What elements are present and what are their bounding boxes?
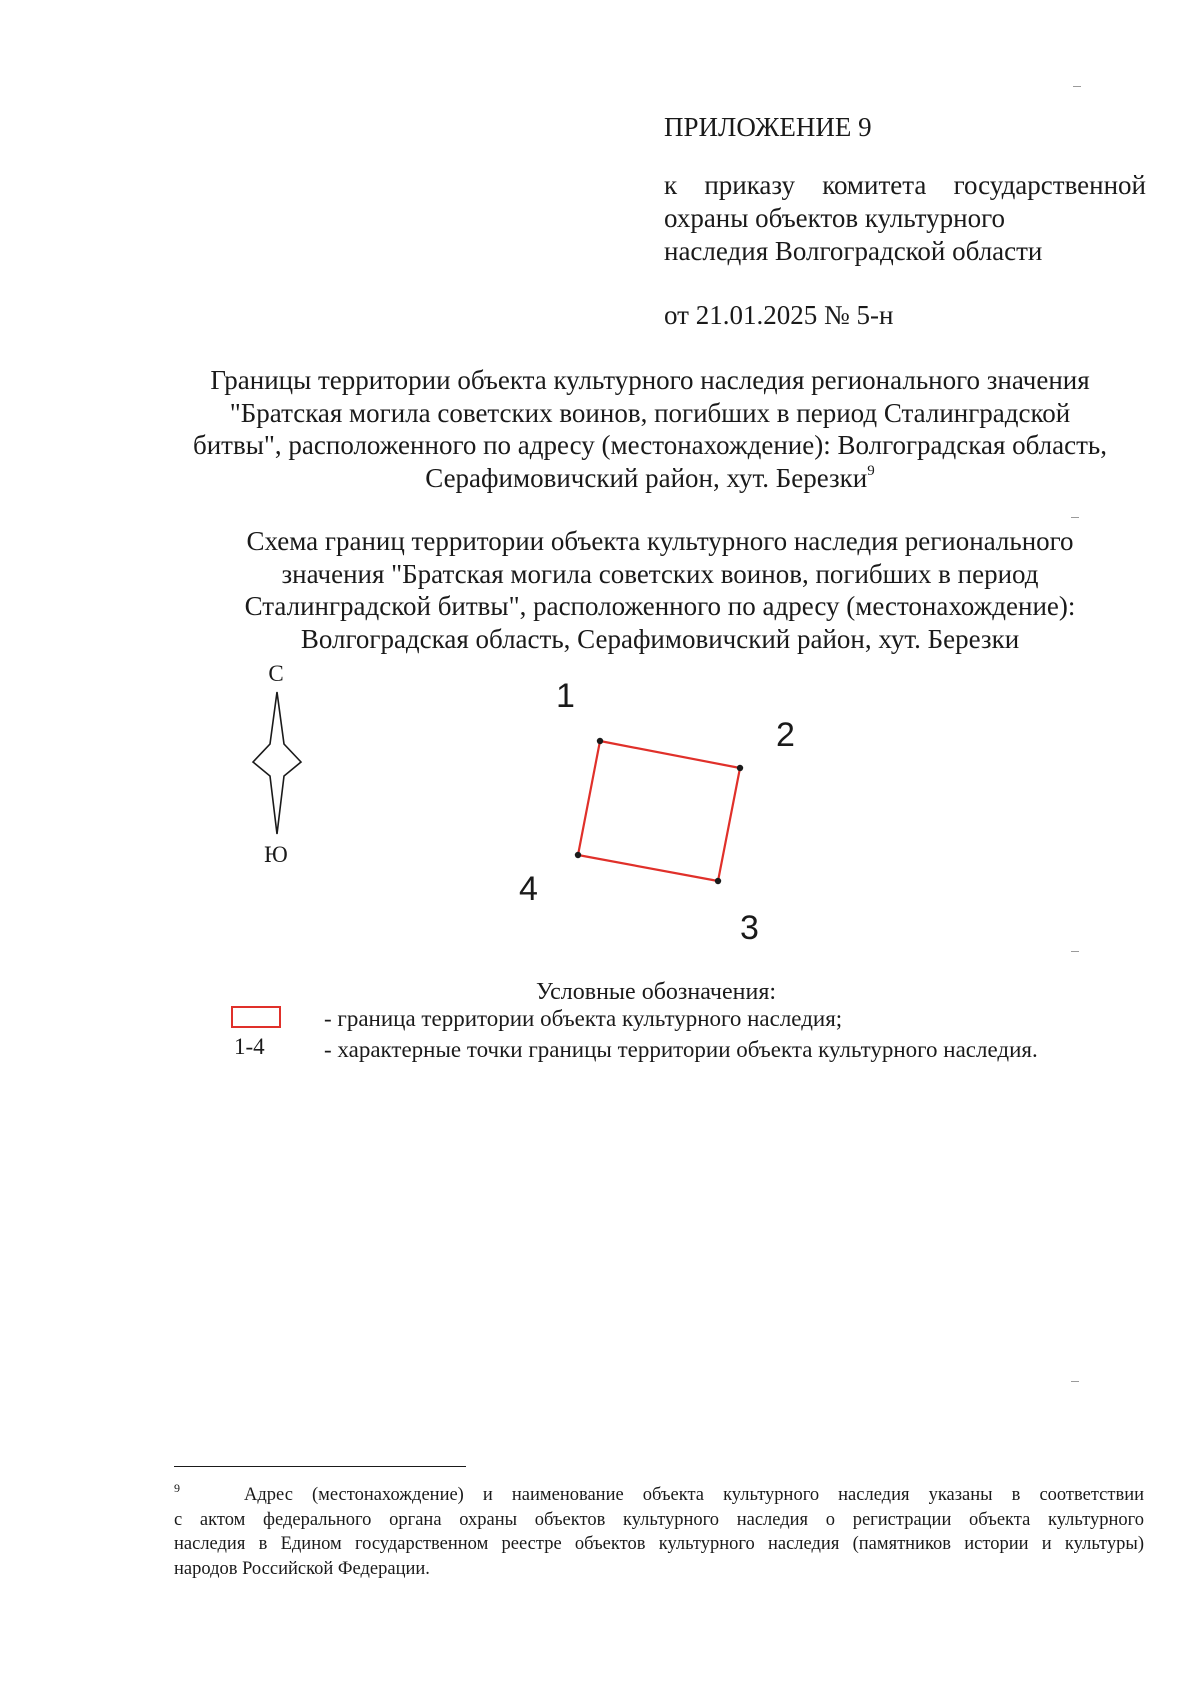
appendix-title: ПРИЛОЖЕНИЕ 9 bbox=[664, 112, 872, 142]
compass-star-icon bbox=[253, 692, 301, 834]
legend-title: Условные обозначения: bbox=[536, 979, 777, 1005]
footnote-mark-wrap bbox=[174, 1483, 244, 1508]
scheme-title-line: Сталинградской битвы", расположенного по адресу (местонахождение): bbox=[244, 591, 1076, 621]
boundaries-title-line: "Братская могила советских воинов, погибших в период Сталинградской bbox=[229, 397, 1071, 428]
legend-boundary-swatch bbox=[231, 1006, 281, 1028]
compass-south-label: Ю bbox=[264, 842, 288, 867]
point-label-2: 2 bbox=[776, 716, 795, 754]
territory-boundary[interactable] bbox=[578, 741, 740, 881]
footnote-mark: 9 bbox=[174, 1481, 180, 1495]
scheme-title-line: Волгоградская область, Серафимовичский район, хут. Березки bbox=[300, 623, 1020, 654]
footnote-line: народов Российской Федерации. bbox=[174, 1558, 430, 1579]
scan-speck bbox=[1071, 1381, 1079, 1382]
compass-north-label: С bbox=[268, 661, 284, 686]
scheme-title-line: значения "Братская могила советских воинов, погибших в период bbox=[281, 558, 1039, 589]
footnote-divider bbox=[174, 1466, 466, 1467]
point-label-3: 3 bbox=[740, 909, 759, 947]
legend-points-desc: - характерные точки границы территории объекта культурного наследия. bbox=[324, 1037, 1038, 1062]
boundary-point-3[interactable] bbox=[715, 878, 721, 884]
boundaries-title-line: Границы территории объекта культурного наследия регионального значения bbox=[210, 365, 1090, 395]
footnote-line: с актом федерального органа охраны объектов культурного наследия о регистрации объекта культурного bbox=[174, 1509, 1144, 1530]
boundary-point-1[interactable] bbox=[597, 738, 603, 744]
boundary-point-2[interactable] bbox=[737, 765, 743, 771]
footnote-reference[interactable]: 9 bbox=[867, 462, 875, 479]
point-label-4: 4 bbox=[519, 870, 538, 908]
order-date: от 21.01.2025 № 5-н bbox=[664, 300, 894, 330]
point-label-1: 1 bbox=[556, 677, 575, 715]
scan-speck bbox=[1071, 951, 1079, 952]
scan-speck bbox=[1073, 86, 1081, 87]
footnote-text: Адрес (местонахождение) и наименование объекта культурного наследия указаны в соответствии bbox=[244, 1485, 1144, 1505]
compass-icon bbox=[253, 661, 301, 867]
scheme-title-line: Схема границ территории объекта культурного наследия регионального bbox=[246, 526, 1074, 556]
footnote-line: наследия в Едином государственном реестре объектов культурного наследия (памятников истории и культуры) bbox=[174, 1534, 1144, 1554]
legend-boundary-desc: - граница территории объекта культурного наследия; bbox=[324, 1006, 843, 1031]
boundaries-title-text: Серафимовичский район, хут. Березки bbox=[425, 462, 868, 493]
order-ref-line: к приказу комитета государственной bbox=[664, 170, 1146, 200]
legend-points-symbol: 1-4 bbox=[234, 1034, 265, 1059]
boundaries-title-line: битвы", расположенного по адресу (местонахождение): Волгоградская область, bbox=[193, 430, 1107, 460]
order-ref-line: наследия Волгоградской области bbox=[664, 236, 1043, 266]
footnote-line bbox=[174, 1483, 1144, 1508]
boundary-point-4[interactable] bbox=[575, 852, 581, 858]
order-ref-line: охраны объектов культурного bbox=[664, 203, 1005, 233]
footnote bbox=[174, 1483, 1144, 1581]
scan-speck bbox=[1071, 517, 1079, 518]
